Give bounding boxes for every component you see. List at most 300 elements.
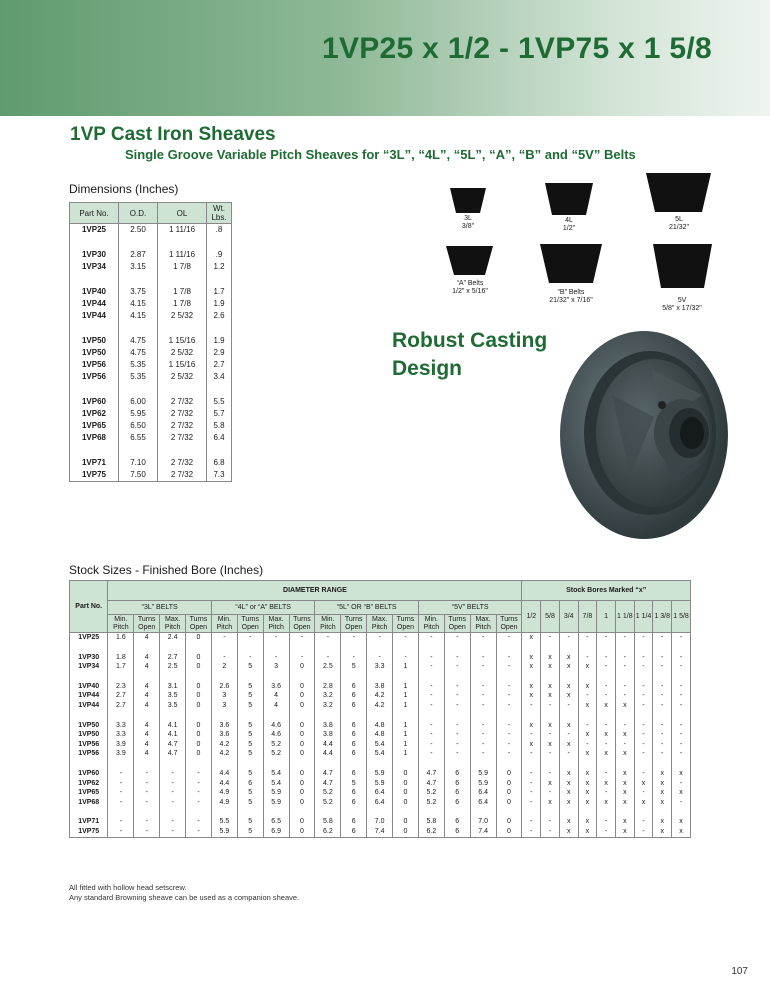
table-cell: 5.2 [418, 798, 444, 808]
spacer-cell [237, 807, 263, 817]
table-row [70, 788, 691, 798]
table-cell: 0 [186, 682, 212, 692]
stock-header-diameter-range: DIAMETER RANGE [108, 581, 522, 601]
table-spacer-row [70, 711, 691, 721]
table-cell: 4 [134, 633, 160, 643]
spacer-cell [653, 759, 672, 769]
table-cell: x [559, 817, 578, 827]
table-cell: 5 [237, 730, 263, 740]
table-cell: - [672, 721, 691, 731]
spacer-cell [634, 643, 653, 653]
table-cell: 6.50 [119, 420, 158, 432]
table-cell: - [418, 749, 444, 759]
spacer-cell [522, 711, 541, 721]
table-cell: 2 7/32 [158, 469, 207, 482]
spacer-cell [634, 711, 653, 721]
table-cell: 3.3 [108, 721, 134, 731]
table-cell: 0 [289, 730, 315, 740]
table-cell: 3.2 [315, 701, 341, 711]
spacer-cell [367, 759, 393, 769]
table-cell: - [578, 691, 597, 701]
spacer-cell [470, 643, 496, 653]
spacer-cell [653, 807, 672, 817]
table-cell: - [160, 779, 186, 789]
table-cell: 6 [341, 682, 367, 692]
robust-casting-tagline: Robust Casting Design [392, 329, 548, 380]
spacer-cell [70, 236, 119, 249]
table-cell: 5.2 [315, 788, 341, 798]
bore-size-header: 1 5/8 [672, 601, 691, 633]
spacer-cell [186, 672, 212, 682]
table-cell: 4.7 [315, 779, 341, 789]
section-title: 1VP Cast Iron Sheaves [70, 124, 276, 145]
table-cell: 2.8 [315, 682, 341, 692]
table-cell: - [186, 817, 212, 827]
spacer-cell [541, 807, 560, 817]
part-number-cell: 1VP50 [70, 335, 119, 347]
table-cell: - [108, 779, 134, 789]
page-title: 1VP25 x 1/2 - 1VP75 x 1 5/8 [321, 32, 712, 65]
spacer-cell [418, 643, 444, 653]
table-cell: - [470, 662, 496, 672]
spacer-cell [158, 236, 207, 249]
table-cell: 5.9 [367, 769, 393, 779]
table-cell: - [672, 682, 691, 692]
spacer-cell [444, 711, 470, 721]
table-cell: 4 [134, 721, 160, 731]
table-cell: - [634, 817, 653, 827]
table-cell: x [653, 798, 672, 808]
table-cell: - [653, 721, 672, 731]
table-cell: - [578, 633, 597, 643]
table-cell: - [496, 662, 522, 672]
spacer-cell [559, 807, 578, 817]
table-cell: 0 [186, 633, 212, 643]
spacer-cell [418, 759, 444, 769]
table-cell: - [615, 633, 634, 643]
spacer-cell [341, 711, 367, 721]
dim-header-od: O.D. [119, 203, 158, 224]
table-cell: 0 [186, 721, 212, 731]
table-cell: - [672, 749, 691, 759]
spacer-cell [237, 711, 263, 721]
table-cell: 0 [289, 788, 315, 798]
table-cell: - [289, 633, 315, 643]
table-cell: 2 5/32 [158, 347, 207, 359]
belt-3l-profile [450, 188, 486, 213]
spacer-cell [672, 672, 691, 682]
belt-5v-profile [653, 244, 712, 288]
spacer-cell [367, 643, 393, 653]
table-cell: 5.8 [418, 817, 444, 827]
table-cell: - [634, 749, 653, 759]
spacer-cell [522, 643, 541, 653]
table-cell: 4.6 [263, 730, 289, 740]
belt-4l-label: 4L 1/2" [562, 217, 576, 232]
table-cell: 5.9 [263, 798, 289, 808]
table-cell: 5.9 [470, 769, 496, 779]
table-cell: 2.3 [108, 682, 134, 692]
spacer-cell [237, 672, 263, 682]
spacer-cell [496, 643, 522, 653]
table-cell: 5.8 [207, 420, 232, 432]
spacer-cell [578, 672, 597, 682]
table-cell: - [496, 653, 522, 663]
table-cell: 6.2 [315, 827, 341, 837]
table-cell: 5.2 [263, 740, 289, 750]
table-cell: 5.4 [263, 779, 289, 789]
table-cell: 3.1 [160, 682, 186, 692]
part-number-cell: 1VP40 [70, 682, 108, 692]
table-cell: x [672, 817, 691, 827]
part-number-cell: 1VP60 [70, 396, 119, 408]
table-cell: 6 [341, 817, 367, 827]
table-row [70, 261, 232, 273]
table-cell: 6 [341, 740, 367, 750]
table-cell: 5 [237, 769, 263, 779]
table-cell: - [470, 749, 496, 759]
table-row [70, 740, 691, 750]
table-cell: 1.2 [207, 261, 232, 273]
spacer-cell [634, 672, 653, 682]
table-cell: - [522, 788, 541, 798]
spacer-cell [496, 711, 522, 721]
table-cell: 2 5/32 [158, 310, 207, 322]
table-cell: - [634, 682, 653, 692]
table-cell: 6 [341, 730, 367, 740]
table-cell: - [597, 817, 616, 827]
spacer-cell [597, 672, 616, 682]
table-cell: 6 [444, 769, 470, 779]
table-cell: - [341, 633, 367, 643]
table-row [70, 730, 691, 740]
table-cell: 2.6 [207, 310, 232, 322]
table-cell: - [634, 769, 653, 779]
table-cell: - [672, 730, 691, 740]
table-cell: 0 [496, 827, 522, 837]
spacer-cell [315, 672, 341, 682]
spacer-cell [207, 383, 232, 396]
part-number-cell: 1VP65 [70, 788, 108, 798]
table-cell: 1 [393, 701, 419, 711]
table-cell: - [522, 798, 541, 808]
table-cell: 0 [186, 740, 212, 750]
table-cell: 3 [263, 662, 289, 672]
spacer-cell [597, 807, 616, 817]
table-cell: x [541, 779, 560, 789]
table-cell: - [522, 817, 541, 827]
table-cell: 2 7/32 [158, 396, 207, 408]
table-cell: 3.9 [108, 740, 134, 750]
pitch-sub-header: Min. Pitch [211, 615, 237, 633]
table-cell: 3.2 [315, 691, 341, 701]
spacer-cell [444, 643, 470, 653]
spacer-cell [119, 322, 158, 335]
table-cell: - [108, 769, 134, 779]
table-cell: - [522, 769, 541, 779]
spacer-cell [263, 807, 289, 817]
table-row [70, 286, 232, 298]
table-cell: 7.50 [119, 469, 158, 482]
table-cell: x [541, 740, 560, 750]
table-cell: 2.9 [207, 347, 232, 359]
table-cell: - [444, 740, 470, 750]
spacer-cell [559, 711, 578, 721]
table-cell: 0 [186, 691, 212, 701]
section-subtitle: Single Groove Variable Pitch Sheaves for “3L”, “4L”, “5L”, “A”, “B” and “5V” Belts [125, 147, 636, 162]
spacer-cell [108, 643, 134, 653]
table-cell: 6.00 [119, 396, 158, 408]
table-cell: 5 [341, 662, 367, 672]
table-cell: .8 [207, 224, 232, 237]
page-number: 107 [731, 966, 748, 977]
table-cell: 6.2 [418, 827, 444, 837]
table-cell: 2 7/32 [158, 432, 207, 444]
table-cell: x [615, 730, 634, 740]
spacer-cell [160, 759, 186, 769]
table-cell: x [522, 633, 541, 643]
table-cell: x [522, 691, 541, 701]
table-cell: x [578, 662, 597, 672]
table-cell: - [393, 653, 419, 663]
table-cell: - [634, 740, 653, 750]
table-cell: - [496, 721, 522, 731]
spacer-cell [393, 807, 419, 817]
table-cell: 4.7 [418, 779, 444, 789]
table-cell: 3.9 [108, 749, 134, 759]
table-cell: 4 [134, 740, 160, 750]
spacer-cell [615, 672, 634, 682]
table-cell: - [418, 740, 444, 750]
part-number-cell: 1VP56 [70, 371, 119, 383]
spacer-cell [207, 444, 232, 457]
table-cell: - [496, 691, 522, 701]
spacer-cell [444, 759, 470, 769]
pitch-sub-header: Min. Pitch [315, 615, 341, 633]
spacer-cell [315, 807, 341, 817]
table-cell: 1.6 [108, 633, 134, 643]
table-cell: 5 [237, 827, 263, 837]
part-number-cell: 1VP56 [70, 359, 119, 371]
table-cell: - [393, 633, 419, 643]
spacer-cell [108, 759, 134, 769]
spacer-cell [615, 643, 634, 653]
belt-group-header: “3L” BELTS [108, 601, 212, 615]
table-cell: 5.9 [263, 788, 289, 798]
table-cell: - [470, 740, 496, 750]
table-row [70, 420, 232, 432]
table-cell: - [186, 779, 212, 789]
table-cell: 6 [341, 788, 367, 798]
dim-header-part: Part No. [70, 203, 119, 224]
part-number-cell: 1VP65 [70, 420, 119, 432]
spacer-cell [578, 807, 597, 817]
table-cell: - [444, 721, 470, 731]
table-cell: 3.4 [207, 371, 232, 383]
table-cell: - [615, 691, 634, 701]
table-cell: 5 [237, 701, 263, 711]
table-cell: 4 [134, 662, 160, 672]
table-cell: 5.2 [315, 798, 341, 808]
table-cell: - [315, 653, 341, 663]
table-cell: 4 [134, 682, 160, 692]
spacer-cell [672, 759, 691, 769]
table-cell: 5 [237, 662, 263, 672]
table-cell: - [444, 701, 470, 711]
spacer-cell [418, 711, 444, 721]
part-number-cell: 1VP34 [70, 261, 119, 273]
table-cell: 3.6 [211, 730, 237, 740]
table-cell: 4.4 [315, 749, 341, 759]
spacer-cell [578, 643, 597, 653]
belt-5l-profile [646, 173, 711, 212]
spacer-cell [672, 643, 691, 653]
spacer-cell [119, 383, 158, 396]
stock-header-part: Part No. [70, 581, 108, 633]
spacer-cell [597, 643, 616, 653]
table-cell: x [559, 798, 578, 808]
table-cell: 2.50 [119, 224, 158, 237]
table-cell: - [470, 682, 496, 692]
table-cell: - [134, 788, 160, 798]
table-row [70, 371, 232, 383]
table-cell: - [522, 730, 541, 740]
table-cell: - [496, 682, 522, 692]
table-row [70, 359, 232, 371]
table-cell: 3.5 [160, 691, 186, 701]
table-cell: - [134, 798, 160, 808]
bore-size-header: 1 [597, 601, 616, 633]
table-row [70, 691, 691, 701]
table-cell: 1 [393, 721, 419, 731]
spacer-cell [634, 807, 653, 817]
table-cell: - [578, 740, 597, 750]
table-cell: 5.95 [119, 408, 158, 420]
table-cell: - [496, 749, 522, 759]
table-cell: x [578, 779, 597, 789]
table-row [70, 662, 691, 672]
part-number-cell: 1VP44 [70, 701, 108, 711]
table-row [70, 457, 232, 469]
spacer-cell [211, 672, 237, 682]
table-cell: - [522, 749, 541, 759]
table-cell: - [653, 691, 672, 701]
table-cell: 4.4 [315, 740, 341, 750]
spacer-cell [522, 759, 541, 769]
spacer-cell [367, 711, 393, 721]
spacer-cell [158, 383, 207, 396]
table-cell: .9 [207, 249, 232, 261]
table-cell: x [634, 798, 653, 808]
table-cell: 1 11/16 [158, 224, 207, 237]
table-cell: 6 [341, 721, 367, 731]
pitch-sub-header: Min. Pitch [418, 615, 444, 633]
table-cell: 5.2 [263, 749, 289, 759]
table-cell: x [559, 691, 578, 701]
table-cell: - [597, 682, 616, 692]
table-cell: - [672, 779, 691, 789]
spacer-cell [207, 236, 232, 249]
table-cell: 1.9 [207, 298, 232, 310]
table-cell: x [615, 817, 634, 827]
dimensions-table [69, 202, 232, 482]
table-cell: 1 11/16 [158, 249, 207, 261]
pitch-sub-header: Turns Open [134, 615, 160, 633]
table-cell: 1 7/8 [158, 261, 207, 273]
spacer-cell [108, 672, 134, 682]
spacer-cell [559, 672, 578, 682]
part-number-cell: 1VP75 [70, 827, 108, 837]
table-cell: 0 [289, 701, 315, 711]
table-row [70, 249, 232, 261]
table-cell: 6 [444, 779, 470, 789]
table-cell: 6.4 [470, 788, 496, 798]
table-row [70, 749, 691, 759]
pitch-sub-header: Turns Open [444, 615, 470, 633]
part-number-cell: 1VP50 [70, 730, 108, 740]
table-cell: - [108, 798, 134, 808]
table-cell: - [444, 749, 470, 759]
table-cell: - [634, 653, 653, 663]
table-cell: 3.3 [367, 662, 393, 672]
table-spacer-row [70, 236, 232, 249]
table-cell: - [541, 633, 560, 643]
table-cell: 3.8 [315, 730, 341, 740]
spacer-cell [207, 273, 232, 286]
table-cell: 1.7 [207, 286, 232, 298]
table-cell: 5.5 [207, 396, 232, 408]
dim-header-ol: OL [158, 203, 207, 224]
spacer-cell [186, 759, 212, 769]
table-cell: x [541, 662, 560, 672]
spacer-cell [315, 643, 341, 653]
table-cell: 4.2 [211, 740, 237, 750]
table-cell: 2 7/32 [158, 457, 207, 469]
table-cell: - [160, 788, 186, 798]
table-cell: 0 [186, 749, 212, 759]
spacer-cell [559, 759, 578, 769]
spacer-cell [263, 672, 289, 682]
table-cell: - [108, 788, 134, 798]
pitch-sub-header: Max. Pitch [160, 615, 186, 633]
table-cell: - [444, 653, 470, 663]
table-cell: - [470, 633, 496, 643]
table-cell: - [597, 662, 616, 672]
table-cell: 5.35 [119, 359, 158, 371]
table-cell: - [134, 769, 160, 779]
table-cell: 2 5/32 [158, 371, 207, 383]
table-cell: - [470, 721, 496, 731]
table-cell: 2.7 [108, 691, 134, 701]
table-cell: 3 [211, 701, 237, 711]
spacer-cell [522, 672, 541, 682]
table-cell: 5.7 [207, 408, 232, 420]
table-cell: - [444, 682, 470, 692]
spacer-cell [653, 672, 672, 682]
table-cell: 7.10 [119, 457, 158, 469]
table-cell: - [541, 817, 560, 827]
part-number-cell: 1VP71 [70, 457, 119, 469]
sheave-photo [552, 325, 742, 550]
table-cell: 7.3 [207, 469, 232, 482]
table-row [70, 335, 232, 347]
table-cell: - [186, 769, 212, 779]
table-cell: - [522, 827, 541, 837]
stock-header-bores: Stock Bores Marked “x” [522, 581, 691, 601]
table-spacer-row [70, 807, 691, 817]
table-cell: 4 [134, 691, 160, 701]
footnote-companion: Any standard Browning sheave can be used as a companion sheave. [69, 893, 300, 902]
